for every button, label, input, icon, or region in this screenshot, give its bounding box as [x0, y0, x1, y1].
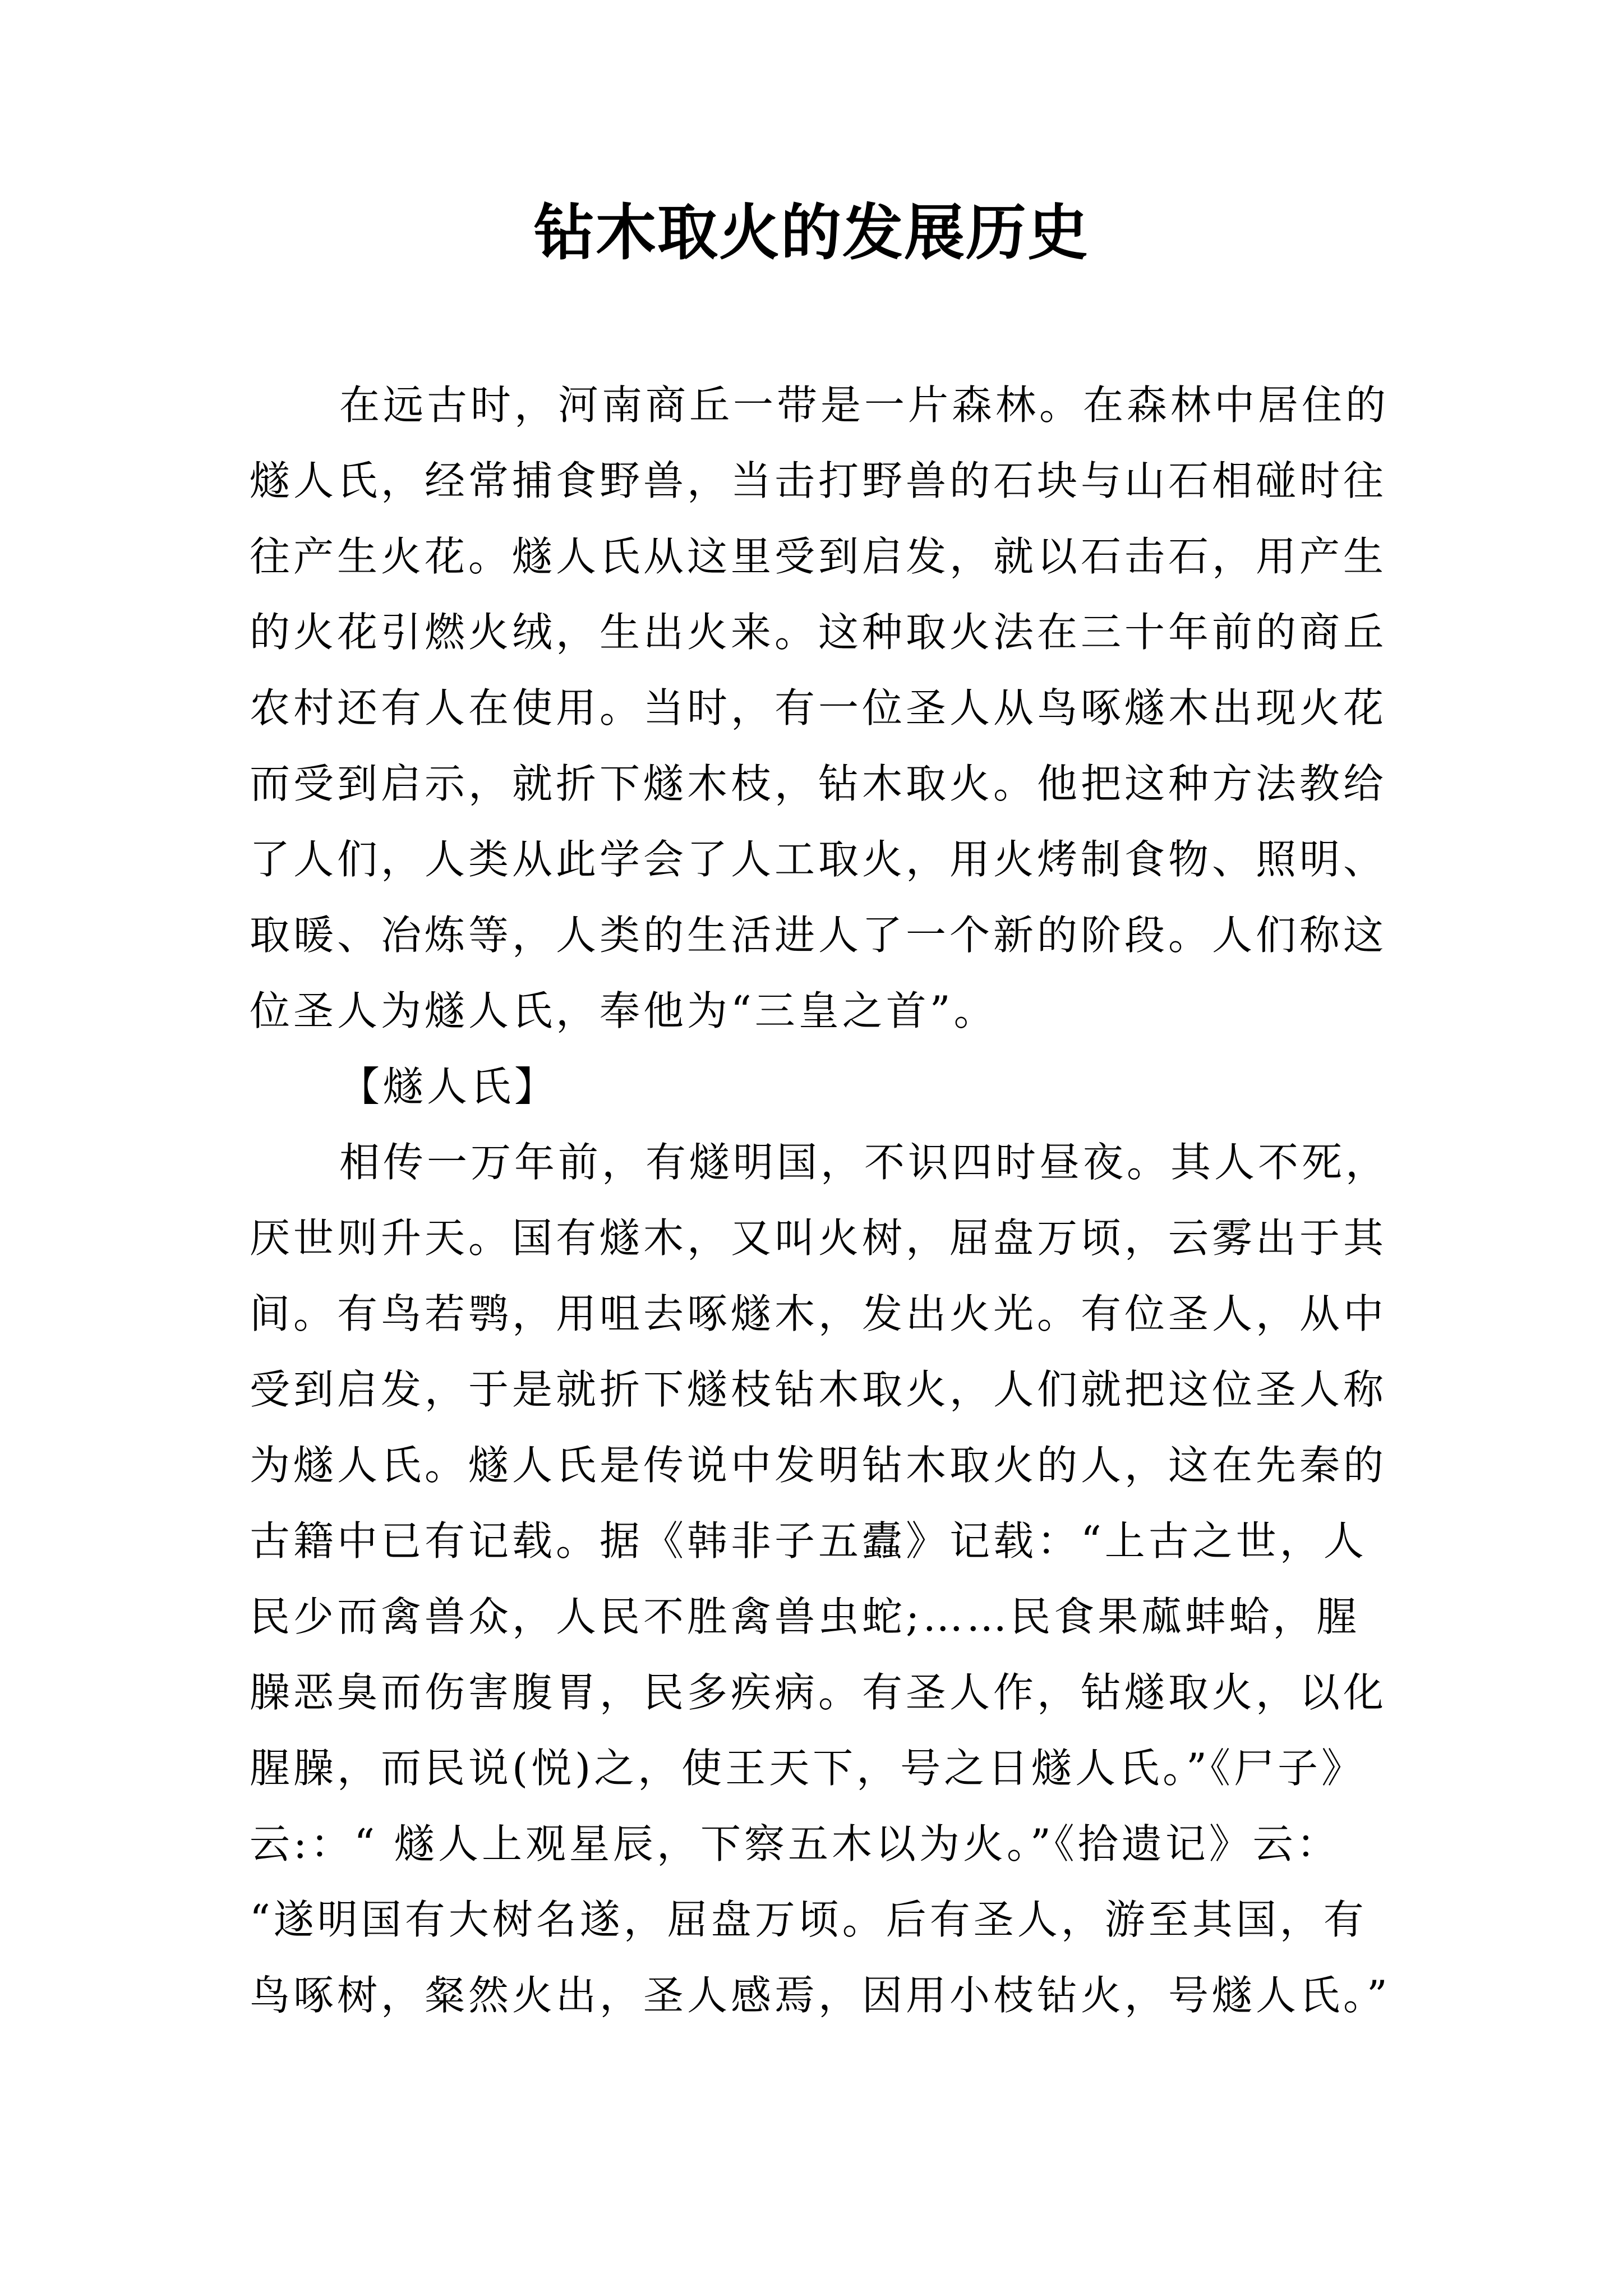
- paragraph-line: “遂明国有大树名遂，屈盘万顷。后有圣人，游至其国，有: [250, 1896, 1367, 1943]
- document-title: 钻木取火的发展历史: [533, 197, 1089, 268]
- paragraph-line: 鸟啄树，粲然火出，圣人感焉，因用小枝钻火，号燧人氏。”: [250, 1972, 1391, 2019]
- paragraph-line: 取暖、冶炼等，人类的生活进人了一个新的阶段。人们称这: [250, 912, 1387, 959]
- document-body: [250, 367, 1413, 2033]
- paragraph-line: 了人们，人类从此学会了人工取火，用火烤制食物、照明、: [250, 836, 1387, 883]
- paragraph-line: 臊恶臭而伤害腹胃，民多疾病。有圣人作，钻燧取火，以化: [250, 1669, 1387, 1716]
- paragraph-line: 厌世则升天。国有燧木，又叫火树，屈盘万顷，云雾出于其: [250, 1214, 1387, 1262]
- paragraph-line: 腥臊，而民说(悦)之，使王天下，号之日燧人氏。”《尸子》: [250, 1745, 1365, 1792]
- paragraph-line: 相传一万年前，有燧明国，不识四时昼夜。其人不死，: [339, 1139, 1390, 1186]
- paragraph-line: 受到启发，于是就折下燧枝钻木取火，人们就把这位圣人称: [250, 1366, 1387, 1413]
- paragraph-line: 的火花引燃火绒，生出火来。这种取火法在三十年前的商丘: [250, 609, 1387, 656]
- paragraph-line: 民少而禽兽众，人民不胜禽兽虫蛇;……民食果蓏蚌蛤，腥: [250, 1593, 1361, 1640]
- section-heading: 【燧人氏】: [339, 1063, 559, 1110]
- paragraph-line: 古籍中已有记载。据《韩非子五蠹》记载：“上古之世，人: [250, 1517, 1367, 1565]
- paragraph-line: 位圣人为燧人氏，奉他为“三皇之首”。: [250, 987, 998, 1034]
- paragraph-line: 农村还有人在使用。当时，有一位圣人从鸟啄燧木出现火花: [250, 684, 1387, 731]
- paragraph-line: 云:：“ 燧人上观星辰，下察五木以为火。”《拾遗记》云：: [250, 1820, 1340, 1867]
- paragraph-line: 往产生火花。燧人氏从这里受到启发，就以石击石，用产生: [250, 533, 1387, 580]
- paragraph-line: 燧人氏，经常捕食野兽，当击打野兽的石块与山石相碰时往: [250, 457, 1387, 504]
- paragraph-line: 为燧人氏。燧人氏是传说中发明钻木取火的人，这在先秦的: [250, 1442, 1387, 1489]
- paragraph-line: 间。有鸟若鹗，用咀去啄燧木，发出火光。有位圣人，从中: [250, 1290, 1387, 1337]
- paragraph-line: 在远古时，河南商丘一带是一片森林。在森林中居住的: [339, 381, 1390, 429]
- paragraph-line: 而受到启示，就折下燧木枝，钻木取火。他把这种方法教给: [250, 760, 1387, 807]
